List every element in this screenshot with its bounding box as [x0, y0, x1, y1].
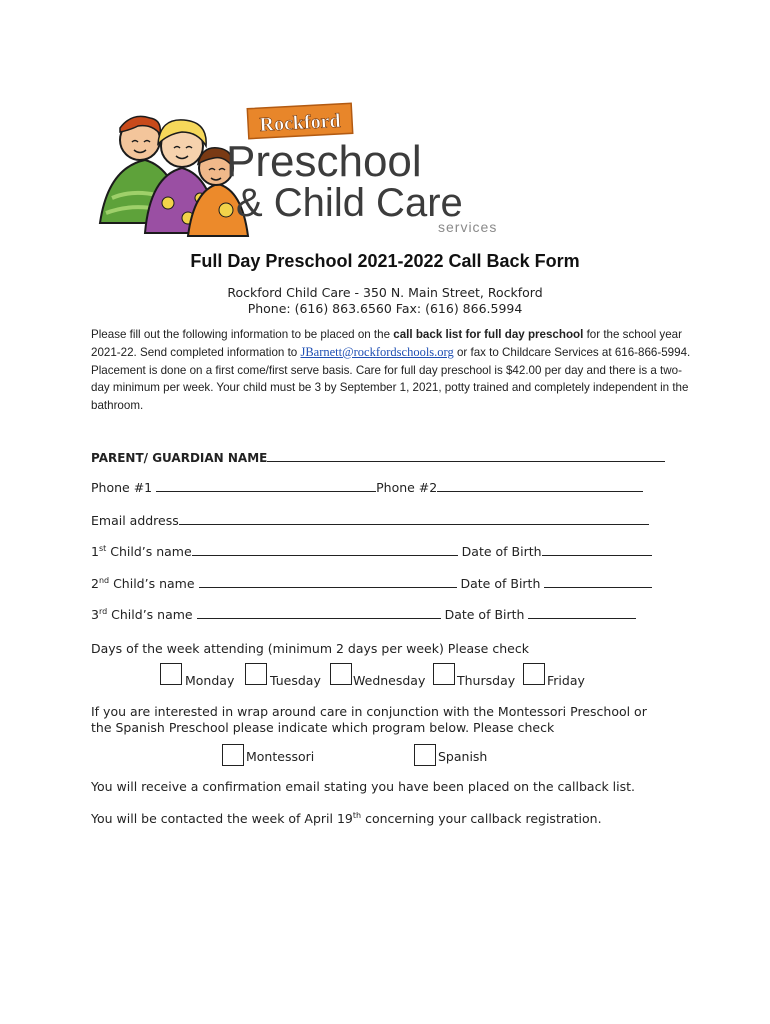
montessori-checkbox[interactable]: [222, 744, 244, 766]
logo-services-text: services: [438, 219, 498, 235]
child2-row: [91, 576, 652, 591]
phone-fax-line: Phone: (616) 863.6560 Fax: (616) 866.5994: [247, 301, 523, 316]
montessori-label: Montessori: [246, 749, 315, 764]
child1-row: [91, 544, 652, 559]
thursday-label: Thursday: [457, 673, 516, 688]
child2-label: Child’s name: [109, 576, 195, 591]
child2-dob-line[interactable]: [544, 576, 652, 588]
wrap-text-line1: If you are interested in wrap around care in conjunction with the Montessori Preschool or: [91, 704, 647, 719]
wednesday-checkbox[interactable]: [330, 663, 352, 685]
address-line: Rockford Child Care - 350 N. Main Street, Rockford: [227, 285, 543, 300]
form-title: Full Day Preschool 2021-2022 Call Back Form: [190, 251, 580, 271]
wednesday-label: Wednesday: [353, 673, 426, 688]
child2-sup: nd: [98, 575, 110, 585]
monday-checkbox[interactable]: [160, 663, 182, 685]
thursday-checkbox[interactable]: [433, 663, 455, 685]
child3-num: 3: [91, 607, 99, 622]
child2-name-line[interactable]: [199, 576, 457, 588]
phone2-line[interactable]: [437, 480, 643, 492]
logo-badge-text: Rockford: [259, 109, 342, 137]
contact-note-sup: th: [352, 810, 362, 820]
logo-childcare-text: & Child Care: [236, 181, 463, 225]
parent-guardian-field[interactable]: [91, 450, 665, 465]
intro-bold: call back list for full day preschool: [393, 328, 584, 341]
phone1-line[interactable]: [156, 480, 376, 492]
tuesday-checkbox[interactable]: [245, 663, 267, 685]
child3-dob-line[interactable]: [528, 607, 636, 619]
child2-dob-label: Date of Birth: [460, 576, 541, 591]
email-field-row: [91, 513, 649, 528]
child1-dob-line[interactable]: [542, 544, 652, 556]
child3-dob-label: Date of Birth: [444, 607, 525, 622]
days-prompt: Days of the week attending (minimum 2 days per week) Please check: [91, 641, 529, 656]
child1-sup: st: [98, 543, 107, 553]
child1-label: Child’s name: [106, 544, 192, 559]
child1-name-line[interactable]: [192, 544, 458, 556]
phone2-label: Phone #2: [376, 480, 438, 495]
rockford-preschool-logo: [90, 98, 535, 240]
spanish-checkbox[interactable]: [414, 744, 436, 766]
parent-name-line[interactable]: [267, 450, 665, 462]
email-line[interactable]: [179, 513, 649, 525]
contact-note-text-2: concerning your callback registration.: [361, 811, 602, 826]
email-label: Email address: [91, 513, 179, 528]
friday-label: Friday: [547, 673, 585, 688]
spanish-label: Spanish: [438, 749, 488, 764]
email-link[interactable]: JBarnett@rockfordschools.org: [300, 344, 454, 359]
logo-preschool-text: Preschool: [226, 137, 422, 186]
child3-label: Child’s name: [107, 607, 193, 622]
intro-text-2: for the school year 2021-22. Send completed information to: [91, 328, 682, 359]
tuesday-label: Tuesday: [270, 673, 321, 688]
phone-fields-row: [91, 480, 643, 495]
child1-dob-label: Date of Birth: [461, 544, 542, 559]
contact-note-text: You will be contacted the week of April 19: [91, 811, 353, 826]
phone1-label: Phone #1: [91, 480, 153, 495]
child3-sup: rd: [98, 606, 108, 616]
friday-checkbox[interactable]: [523, 663, 545, 685]
child2-num: 2: [91, 576, 99, 591]
parent-label: PARENT/ GUARDIAN NAME: [91, 451, 268, 465]
intro-text-3: or fax to Childcare Services at 616-866-5994. Placement is done on a first come/first serve basis. Care for full day preschool is $42.00 per day and there is a two-day minimum per week. Your child must be 3 by September 1, 2021, potty trained and completely independent in the bathroom.: [91, 345, 691, 413]
child1-num: 1: [91, 544, 99, 559]
intro-paragraph: [91, 326, 691, 415]
confirmation-note: You will receive a confirmation email stating you have been placed on the callback list.: [91, 779, 635, 794]
contact-note: [91, 811, 602, 826]
intro-text-1: Please fill out the following information to be placed on the: [91, 328, 394, 341]
wrap-text-line2: the Spanish Preschool please indicate which program below. Please check: [91, 720, 555, 735]
child3-row: [91, 607, 636, 622]
monday-label: Monday: [185, 673, 235, 688]
child3-name-line[interactable]: [197, 607, 441, 619]
